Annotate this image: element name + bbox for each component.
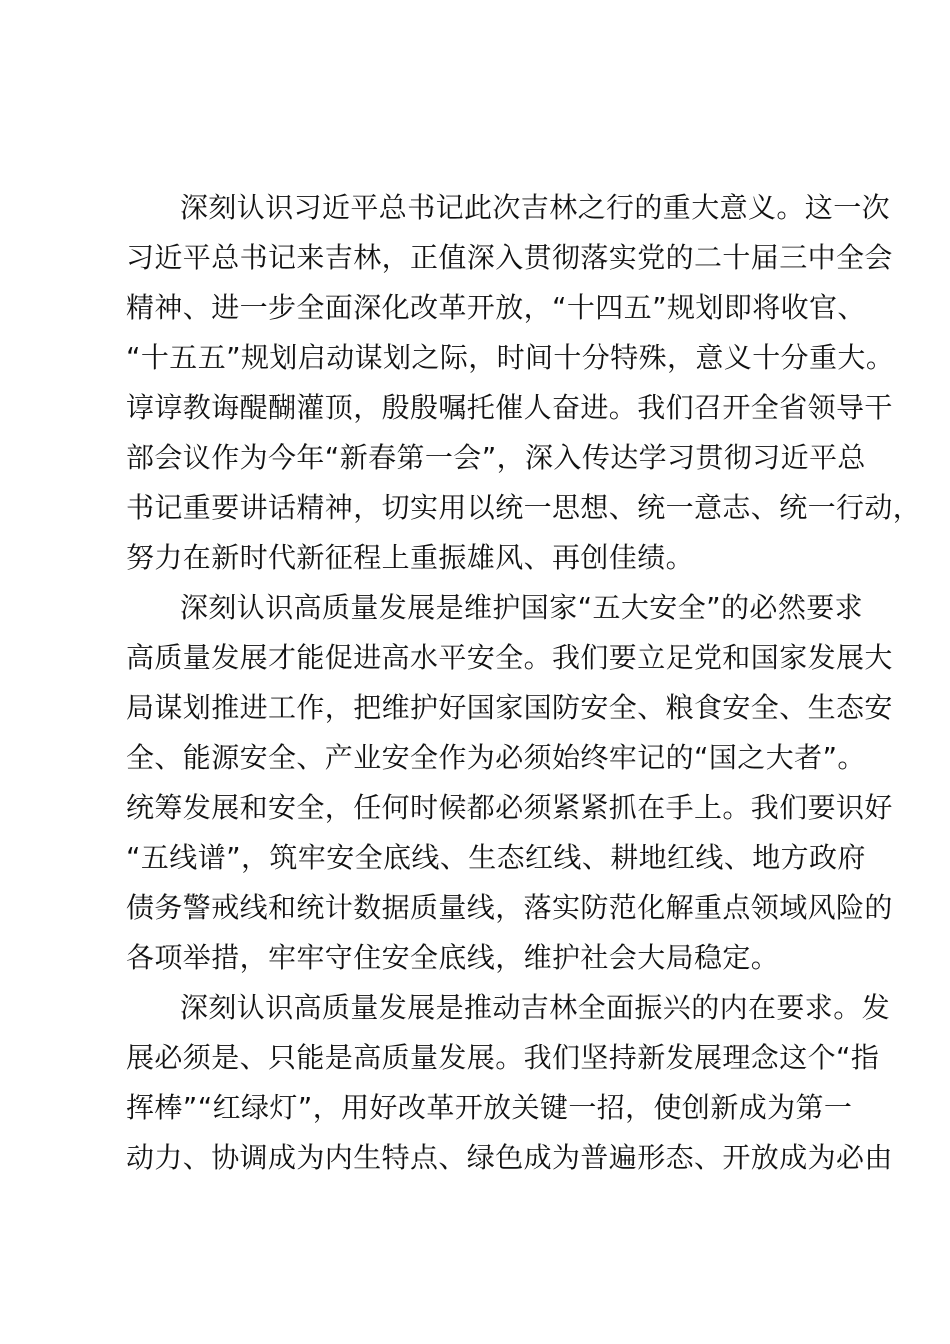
text-line: 书记重要讲话精神，切实用以统一思想、统一意志、统一行动， xyxy=(126,491,922,524)
text-line: 精神、进一步全面深化改革开放，“十四五”规划即将收官、 xyxy=(126,291,866,324)
text-line: 全、能源安全、产业安全作为必须始终牢记的“国之大者”。 xyxy=(126,741,866,774)
text-line: 努力在新时代新征程上重振雄风、再创佳绩。 xyxy=(126,541,695,574)
text-line: 局谋划推进工作，把维护好国家国防安全、粮食安全、生态安 xyxy=(126,691,893,724)
text-line: 谆谆教诲醍醐灌顶，殷殷嘱托催人奋进。我们召开全省领导干 xyxy=(126,391,893,424)
text-line: 深刻认识高质量发展是维护国家“五大安全”的必然要求 xyxy=(180,591,864,624)
text-line: 习近平总书记来吉林，正值深入贯彻落实党的二十届三中全会 xyxy=(126,241,893,274)
text-line: 债务警戒线和统计数据质量线，落实防范化解重点领域风险的 xyxy=(126,891,893,924)
text-line: 深刻认识习近平总书记此次吉林之行的重大意义。这一次 xyxy=(180,191,891,224)
text-line: 挥棒”“红绿灯”，用好改革开放关键一招，使创新成为第一 xyxy=(126,1091,853,1124)
text-line: 部会议作为今年“新春第一会”，深入传达学习贯彻习近平总 xyxy=(126,441,866,474)
text-line: 深刻认识高质量发展是推动吉林全面振兴的内在要求。发 xyxy=(180,991,891,1024)
text-line: “五线谱”，筑牢安全底线、生态红线、耕地红线、地方政府 xyxy=(126,841,866,874)
text-line: 展必须是、只能是高质量发展。我们坚持新发展理念这个“指 xyxy=(126,1041,880,1074)
text-line: 高质量发展才能促进高水平安全。我们要立足党和国家发展大 xyxy=(126,641,893,674)
text-line: 各项举措，牢牢守住安全底线，维护社会大局稳定。 xyxy=(126,941,780,974)
text-line: 动力、协调成为内生特点、绿色成为普遍形态、开放成为必由 xyxy=(126,1141,893,1174)
text-line: “十五五”规划启动谋划之际，时间十分特殊，意义十分重大。 xyxy=(126,341,895,374)
text-line: 统筹发展和安全，任何时候都必须紧紧抓在手上。我们要识好 xyxy=(126,791,893,824)
